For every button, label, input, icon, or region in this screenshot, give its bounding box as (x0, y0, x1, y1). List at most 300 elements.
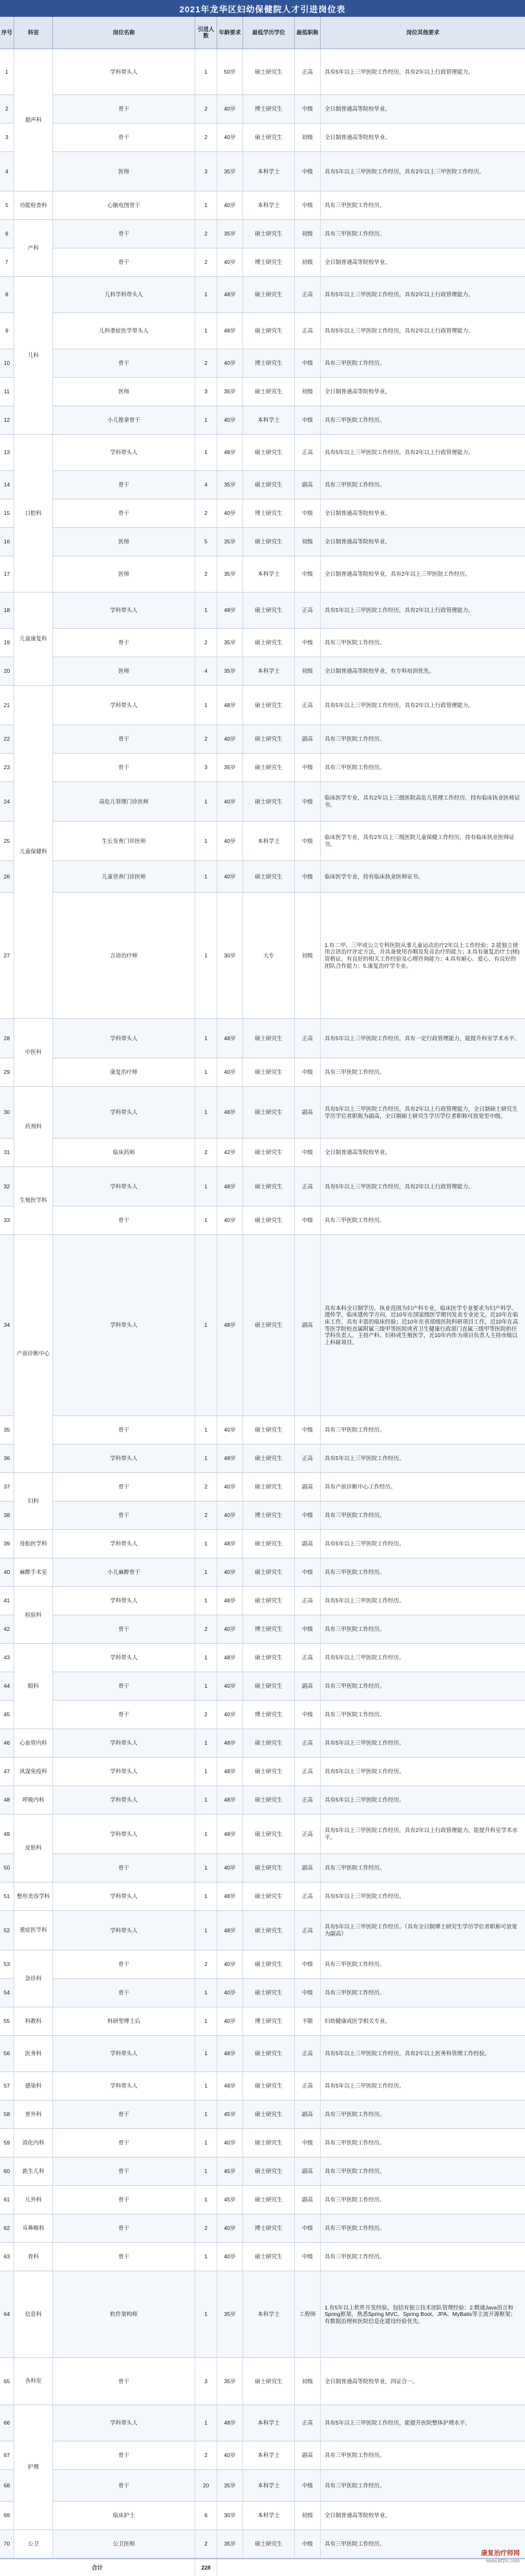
row-age: 35岁 (217, 152, 243, 191)
row-title: 初级 (295, 248, 321, 276)
row-age: 45岁 (217, 2157, 243, 2185)
row-count: 2 (195, 629, 217, 657)
row-title: 副高 (295, 2186, 321, 2214)
row-education: 硕士研究生 (243, 2186, 295, 2214)
row-age: 48岁 (217, 1883, 243, 1910)
row-requirements: 具有三甲医院工作经历。 (325, 1512, 385, 1519)
row-title: 正高 (295, 435, 321, 470)
row-age: 48岁 (217, 2405, 243, 2441)
row-no: 55 (0, 2007, 14, 2035)
row-position: 学科带头人 (53, 1883, 195, 1910)
row-count: 2 (195, 248, 217, 276)
row-no: 24 (0, 782, 14, 821)
row-education: 博士研究生 (243, 499, 295, 527)
department-cell: 信息科 (14, 2271, 53, 2358)
table-row (0, 49, 525, 95)
row-count: 1 (195, 49, 217, 94)
row-requirements: 具有三甲医院工作经历。 (325, 1217, 385, 1224)
department-cell: 风湿免疫科 (14, 1758, 53, 1786)
row-position: 骨干 (53, 1615, 195, 1643)
row-education: 博士研究生 (243, 1701, 295, 1729)
row-position: 生长发育门诊医师 (53, 822, 195, 860)
row-education: 硕士研究生 (243, 124, 295, 151)
row-age: 35岁 (217, 629, 243, 657)
row-age: 48岁 (217, 1758, 243, 1785)
row-requirements: 具有5年以上三甲医院工作经历，具有2年以上行政管理能力。 (325, 449, 474, 456)
row-position: 心脑电图骨干 (53, 191, 195, 219)
row-no: 5 (0, 191, 14, 219)
table-row (0, 1758, 525, 1786)
row-position: 学科带头人 (53, 1729, 195, 1757)
row-age: 40岁 (217, 861, 243, 892)
row-age: 35岁 (217, 220, 243, 248)
row-count: 1 (195, 822, 217, 860)
row-age: 35岁 (217, 378, 243, 406)
row-count: 1 (195, 1979, 217, 2007)
row-education: 硕士研究生 (243, 277, 295, 312)
row-position: 学科带头人 (53, 1087, 195, 1138)
row-title: 初级 (295, 893, 321, 1018)
row-position: 临床药师 (53, 1139, 195, 1166)
row-position: 骨干 (53, 2243, 195, 2271)
row-count: 2 (195, 725, 217, 753)
row-education: 本科学士 (243, 152, 295, 191)
row-position: 高危儿管理门诊医师 (53, 782, 195, 821)
table-row (0, 152, 525, 191)
row-age: 40岁 (217, 406, 243, 434)
table-row (0, 2530, 525, 2559)
row-requirements: 具有三甲医院工作经历。 (325, 2139, 385, 2146)
department-cell: 儿童保健科 (14, 686, 53, 1019)
row-requirements: 具有三甲医院工作经历。 (325, 639, 385, 646)
row-count: 1 (195, 1558, 217, 1586)
row-no: 3 (0, 124, 14, 151)
row-requirements: 具有5年以上三甲医院工作经历。 (325, 1455, 405, 1462)
department-cell: 儿外科 (14, 2186, 53, 2214)
row-position: 学科带头人 (53, 1587, 195, 1615)
department-cell: 口腔科 (14, 435, 53, 593)
row-no: 10 (0, 349, 14, 377)
row-title: 正高 (295, 1911, 321, 1950)
row-position: 骨干 (53, 124, 195, 151)
table-row (0, 313, 525, 349)
row-education: 硕士研究生 (243, 435, 295, 470)
row-title: 正高 (295, 1758, 321, 1785)
department-cell: 麻醉手术室 (14, 1558, 53, 1587)
row-position: 医师 (53, 528, 195, 556)
row-count: 1 (195, 2243, 217, 2271)
row-no: 18 (0, 593, 14, 628)
table-row (0, 1019, 525, 1058)
table-row (0, 435, 525, 471)
row-age: 35岁 (217, 2358, 243, 2405)
row-no: 27 (0, 893, 14, 1018)
row-count: 1 (195, 1883, 217, 1910)
row-title: 中级 (295, 556, 321, 592)
watermark-brand: 康复治疗师网 (481, 2550, 520, 2558)
row-age: 48岁 (217, 1087, 243, 1138)
table-row (0, 893, 525, 1019)
row-position: 骨干 (53, 1979, 195, 2007)
row-education: 博士研究生 (243, 1501, 295, 1529)
row-count: 20 (195, 2470, 217, 2501)
department-cell: 整形美容学科 (14, 1883, 53, 1911)
row-no: 61 (0, 2186, 14, 2214)
row-education: 硕士研究生 (243, 2157, 295, 2185)
row-count: 1 (195, 1167, 217, 1206)
row-education: 本科学士 (243, 657, 295, 685)
row-no: 13 (0, 435, 14, 470)
row-count: 1 (195, 593, 217, 628)
row-title: 正高 (295, 2072, 321, 2100)
row-title: 副高 (295, 2101, 321, 2128)
department-cell: 产前诊断中心 (14, 1235, 53, 1473)
row-age: 48岁 (217, 313, 243, 349)
row-title: 中级 (295, 1950, 321, 1978)
row-education: 本科学士 (243, 2271, 295, 2357)
table-row (0, 124, 525, 152)
row-position: 骨干 (53, 2129, 195, 2157)
row-age: 48岁 (217, 1167, 243, 1206)
table-row (0, 499, 525, 528)
table-row (0, 1139, 525, 1167)
row-age: 40岁 (217, 349, 243, 377)
row-count: 6 (195, 2502, 217, 2529)
row-position: 骨干 (53, 1950, 195, 1978)
row-count: 1 (195, 1854, 217, 1882)
table-row (0, 1087, 525, 1139)
row-count: 1 (195, 1758, 217, 1785)
row-age: 40岁 (217, 2129, 243, 2157)
table-row (0, 629, 525, 657)
row-age: 40岁 (217, 1672, 243, 1700)
row-age: 35岁 (217, 2470, 243, 2501)
row-requirements: 具有三甲医院工作经历。 (325, 2168, 385, 2175)
total-row (0, 2559, 525, 2576)
row-count: 3 (195, 378, 217, 406)
row-title: 正高 (295, 1167, 321, 1206)
row-no: 56 (0, 2036, 14, 2071)
header-position: 岗位名称 (53, 17, 195, 49)
row-position: 骨干 (53, 248, 195, 276)
row-title: 中级 (295, 1206, 321, 1234)
row-count: 1 (195, 2186, 217, 2214)
total-blank (217, 2559, 525, 2576)
table-row (0, 2502, 525, 2530)
department-cell: 普外科 (14, 2101, 53, 2129)
row-no: 6 (0, 220, 14, 248)
row-education: 硕士研究生 (243, 1139, 295, 1166)
row-education: 硕士研究生 (243, 2358, 295, 2405)
table-row (0, 1530, 525, 1558)
row-title: 正高 (295, 593, 321, 628)
row-count: 1 (195, 2101, 217, 2128)
row-position: 小儿推拿骨干 (53, 406, 195, 434)
row-count: 3 (195, 152, 217, 191)
row-requirements: 具有三甲医院工作经历。 (325, 2196, 385, 2203)
row-requirements: 具有三甲医院工作经历。 (325, 764, 385, 771)
row-position: 学科带头人 (53, 1235, 195, 1415)
row-no: 15 (0, 499, 14, 527)
row-position: 骨干 (53, 2358, 195, 2405)
row-no: 40 (0, 1558, 14, 1586)
row-requirements: 具有5年以上三甲医院工作经历，具有2年以上行政管理能力，能提升科室学术水平。 (325, 1827, 518, 1840)
table-row (0, 725, 525, 754)
row-education: 硕士研究生 (243, 1815, 295, 1853)
table-row (0, 1058, 525, 1087)
row-age: 48岁 (217, 2036, 243, 2071)
row-education: 硕士研究生 (243, 754, 295, 781)
row-no: 63 (0, 2243, 14, 2271)
row-education: 硕士研究生 (243, 471, 295, 499)
row-position: 儿童营养门诊医师 (53, 861, 195, 892)
row-requirements: 具有5年以上三甲医院工作经历，具有2年以上三甲医院工作经历。 (325, 168, 485, 175)
table-row (0, 349, 525, 378)
department-cell: 各科室 (14, 2358, 53, 2405)
row-age: 40岁 (217, 1416, 243, 1444)
row-position: 学科带头人 (53, 1758, 195, 1785)
row-no: 49 (0, 1815, 14, 1853)
department-cell: 眼科 (14, 1644, 53, 1729)
row-position: 骨干 (53, 754, 195, 781)
row-position: 骨干 (53, 2214, 195, 2242)
row-education: 硕士研究生 (243, 2036, 295, 2071)
row-no: 29 (0, 1058, 14, 1086)
row-count: 1 (195, 1416, 217, 1444)
row-age: 48岁 (217, 1644, 243, 1672)
row-requirements: 具有三甲医院工作经历。 (325, 1683, 385, 1690)
department-cell: 重症医学科 (14, 1911, 53, 1950)
row-age: 40岁 (217, 822, 243, 860)
row-position: 骨干 (53, 95, 195, 123)
watermark-url: www.kfzls.com (486, 2558, 520, 2564)
row-requirements: 具有三甲医院工作经历。 (325, 2540, 385, 2548)
row-title: 中级 (295, 95, 321, 123)
row-position: 骨干 (53, 499, 195, 527)
row-age: 40岁 (217, 2007, 243, 2035)
row-requirements: 具有三甲医院工作经历。 (325, 230, 385, 237)
row-education: 本科学士 (243, 406, 295, 434)
table-row (0, 191, 525, 220)
row-title: 正高 (295, 1644, 321, 1672)
table-row (0, 2036, 525, 2072)
row-position: 学科带头人 (53, 1019, 195, 1058)
table-row (0, 861, 525, 893)
row-education: 硕士研究生 (243, 861, 295, 892)
row-no: 58 (0, 2101, 14, 2128)
row-count: 2 (195, 349, 217, 377)
row-position: 学科带头人 (53, 593, 195, 628)
row-title: 工程师 (295, 2271, 321, 2357)
table-row (0, 1206, 525, 1235)
row-count: 2 (195, 1501, 217, 1529)
row-no: 14 (0, 471, 14, 499)
row-requirements: 具有5年以上三甲医院工作经历，具有2年以上行政管理能力。 (325, 291, 474, 298)
row-age: 48岁 (217, 1445, 243, 1472)
row-no: 31 (0, 1139, 14, 1166)
row-position: 医师 (53, 378, 195, 406)
row-age: 40岁 (217, 782, 243, 821)
department-cell: 药剂科 (14, 1087, 53, 1167)
table-row (0, 2405, 525, 2441)
row-education: 硕士研究生 (243, 1729, 295, 1757)
row-education: 硕士研究生 (243, 1950, 295, 1978)
row-count: 1 (195, 313, 217, 349)
row-education: 硕士研究生 (243, 1854, 295, 1882)
row-position: 骨干 (53, 1501, 195, 1529)
row-count: 1 (195, 1445, 217, 1472)
row-position: 骨干 (53, 1854, 195, 1882)
row-position: 医师 (53, 556, 195, 592)
row-count: 2 (195, 556, 217, 592)
department-cell: 公卫 (14, 2530, 53, 2559)
row-title: 中级 (295, 499, 321, 527)
row-age: 40岁 (217, 1501, 243, 1529)
row-age: 40岁 (217, 1206, 243, 1234)
row-count: 1 (195, 2036, 217, 2071)
row-title: 中级 (295, 861, 321, 892)
row-position: 骨干 (53, 220, 195, 248)
row-age: 35岁 (217, 471, 243, 499)
row-age: 48岁 (217, 2072, 243, 2100)
row-title: 副高 (295, 2157, 321, 2185)
row-education: 硕士研究生 (243, 1758, 295, 1785)
row-count: 2 (195, 499, 217, 527)
row-no: 66 (0, 2405, 14, 2441)
row-education: 硕士研究生 (243, 2072, 295, 2100)
row-position: 学科带头人 (53, 435, 195, 470)
table-row (0, 1701, 525, 1729)
row-position: 学科带头人 (53, 1530, 195, 1558)
department-cell: 心血管内科 (14, 1729, 53, 1758)
row-no: 57 (0, 2072, 14, 2100)
row-age: 40岁 (217, 95, 243, 123)
row-education: 本科学士 (243, 2441, 295, 2469)
row-requirements: 具有三甲医院工作经历。 (325, 1626, 385, 1633)
row-count: 1 (195, 2157, 217, 2185)
table-row (0, 1786, 525, 1815)
row-education: 硕士研究生 (243, 49, 295, 94)
table-row (0, 1644, 525, 1672)
row-age: 35岁 (217, 754, 243, 781)
row-requirements: 全日制普通高等院校毕业，四证合一。 (325, 2377, 418, 2385)
row-education: 硕士研究生 (243, 1416, 295, 1444)
row-no: 20 (0, 657, 14, 685)
row-age: 40岁 (217, 191, 243, 219)
row-age: 40岁 (217, 1950, 243, 1978)
row-requirements: 1.有5年以上软件开发经验，包括有独立技术团队管理经验；2.精通Java语言和Spring框架，熟悉Spring MVC、Spring Boot、JPA、MyBatis等主流开源框架；有数据治理和医院信息化建设经验优先。 (325, 2304, 516, 2324)
row-count: 2 (195, 1950, 217, 1978)
row-age: 42岁 (217, 1139, 243, 1166)
table-row (0, 2007, 525, 2036)
row-age: 40岁 (217, 1473, 243, 1501)
row-count: 1 (195, 1235, 217, 1415)
row-position: 学科带头人 (53, 2036, 195, 2071)
table-row (0, 1235, 525, 1416)
table-row (0, 1473, 525, 1501)
row-requirements: 具有5年以上三甲医院工作经历。 (325, 2082, 405, 2090)
table-header (0, 17, 525, 49)
row-count: 3 (195, 754, 217, 781)
row-count: 2 (195, 2530, 217, 2558)
table-row (0, 2157, 525, 2186)
row-title: 中级 (295, 822, 321, 860)
table-row (0, 1587, 525, 1615)
row-requirements: 具有三甲医院工作经历。 (325, 1711, 385, 1718)
row-age: 50岁 (217, 49, 243, 94)
row-education: 硕士研究生 (243, 593, 295, 628)
row-education: 博士研究生 (243, 2214, 295, 2242)
row-title: 副高 (295, 1672, 321, 1700)
row-no: 23 (0, 754, 14, 781)
department-cell: 耳鼻喉科 (14, 2214, 53, 2243)
row-education: 本科学士 (243, 191, 295, 219)
row-requirements: 妇幼健康或医学相关专业。 (325, 2018, 391, 2025)
row-no: 1 (0, 49, 14, 94)
row-requirements: 全日制普通高等院校毕业。 (325, 538, 391, 545)
row-requirements: 具有5年以上三甲医院工作经历。（具有全日制博士研究生学历学位者职称可放宽为副高） (325, 1923, 517, 1937)
row-education: 硕士研究生 (243, 1445, 295, 1472)
row-title: 正高 (295, 1019, 321, 1058)
row-count: 2 (195, 2441, 217, 2469)
row-count: 2 (195, 1615, 217, 1643)
row-requirements: 具有5年以上三甲医院工作经历，具有2年以上行政管理能力。 (325, 701, 474, 708)
row-position: 骨干 (53, 2101, 195, 2128)
row-age: 40岁 (217, 1615, 243, 1643)
row-age: 45岁 (217, 2101, 243, 2128)
table-row (0, 2214, 525, 2243)
row-education: 本科学士 (243, 822, 295, 860)
row-age: 48岁 (217, 1911, 243, 1950)
row-education: 硕士研究生 (243, 2101, 295, 2128)
department-cell: 呼吸内科 (14, 1786, 53, 1815)
row-education: 硕士研究生 (243, 2243, 295, 2271)
row-age: 35岁 (217, 657, 243, 685)
row-education: 本科学士 (243, 2405, 295, 2441)
header-requirements: 岗位其他要求 (321, 17, 525, 49)
row-count: 1 (195, 191, 217, 219)
row-position: 小儿麻醉骨干 (53, 1558, 195, 1586)
department-cell: 产科 (14, 220, 53, 277)
row-no: 22 (0, 725, 14, 753)
positions-table (0, 49, 525, 2559)
row-education: 硕士研究生 (243, 1530, 295, 1558)
row-requirements: 具有三甲医院工作经历。 (325, 2225, 385, 2232)
table-row (0, 1729, 525, 1758)
row-no: 69 (0, 2502, 14, 2529)
row-no: 9 (0, 313, 14, 349)
row-education: 博士研究生 (243, 2007, 295, 2035)
row-position: 学科带头人 (53, 1167, 195, 1206)
row-count: 1 (195, 782, 217, 821)
table-row (0, 1883, 525, 1911)
row-position: 学科带头人 (53, 2405, 195, 2441)
row-no: 12 (0, 406, 14, 434)
row-age: 40岁 (217, 1854, 243, 1882)
header-age: 年龄要求 (217, 17, 243, 49)
table-row (0, 754, 525, 782)
row-title: 中级 (295, 1615, 321, 1643)
table-row (0, 2072, 525, 2101)
department-cell: 检验科 (14, 1587, 53, 1644)
row-title: 中级 (295, 1139, 321, 1166)
row-count: 1 (195, 1058, 217, 1086)
department-cell: 科教科 (14, 2007, 53, 2036)
row-position: 医师 (53, 657, 195, 685)
row-count: 1 (195, 1019, 217, 1058)
row-requirements: 具有5年以上三甲医院工作经历。 (325, 1540, 405, 1547)
row-count: 1 (195, 2007, 217, 2035)
